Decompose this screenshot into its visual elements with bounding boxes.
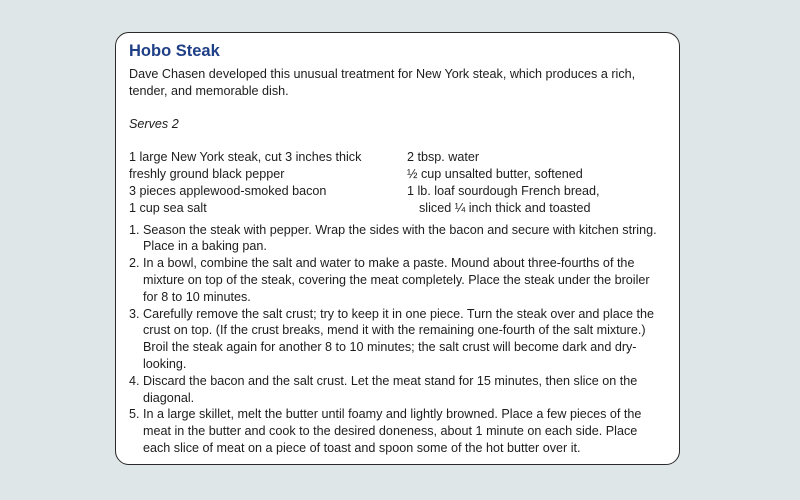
step-number: 2. — [129, 256, 140, 271]
instruction-step — [129, 222, 665, 256]
ingredient-item: 1 large New York steak, cut 3 inches thick — [129, 150, 362, 165]
instructions-list — [129, 222, 665, 457]
step-number: 5. — [129, 407, 140, 422]
ingredient-item: 3 pieces applewood-smoked bacon — [129, 183, 327, 198]
step-text: Carefully remove the salt crust; try to keep it in one piece. Turn the steak over and place the crust on top. (If the crust breaks, mend it with the remaining one-fourth of the salt mixture.) Broil the steak again for another 8 to 10 minutes; the salt crust will become dark and dry-looking. — [143, 306, 655, 371]
step-text: In a large skillet, melt the butter until foamy and lightly browned. Place a few pieces of the meat in the butter and cook to the desired doneness, about 1 minute on each side. Place each slice of meat on a piece of toast and spoon some of the hot butter over it. — [143, 407, 642, 455]
ingredient-item: 2 tbsp. water — [407, 150, 480, 165]
recipe-serves: Serves 2 — [129, 116, 179, 131]
step-text: Discard the bacon and the salt crust. Let the meat stand for 15 minutes, then slice on the diagonal. — [143, 373, 638, 405]
step-text: In a bowl, combine the salt and water to make a paste. Mound about three-fourths of the mixture on top of the steak, covering the meat completely. Place the steak under the broiler for 8 to 10 minutes. — [143, 256, 650, 304]
instruction-step — [129, 255, 665, 305]
ingredients-column-right — [407, 149, 665, 216]
recipe-card — [115, 32, 680, 465]
instruction-step — [129, 373, 665, 407]
ingredient-item: 1 lb. loaf sourdough French bread, — [407, 183, 600, 198]
ingredient-item: 1 cup sea salt — [129, 200, 207, 215]
ingredient-item: sliced ¼ inch thick and toasted — [419, 200, 591, 215]
step-number: 1. — [129, 222, 140, 237]
step-number: 4. — [129, 373, 140, 388]
step-text: Season the steak with pepper. Wrap the sides with the bacon and secure with kitchen string. Place in a baking pan. — [143, 222, 657, 254]
instruction-step — [129, 306, 665, 373]
ingredient-item: freshly ground black pepper — [129, 167, 285, 182]
ingredients-list — [129, 149, 665, 216]
step-number: 3. — [129, 306, 140, 321]
ingredients-column-left — [129, 149, 407, 216]
recipe-title: Hobo Steak — [129, 42, 220, 60]
ingredient-item: ½ cup unsalted butter, softened — [407, 167, 583, 182]
instruction-step — [129, 406, 665, 456]
recipe-intro: Dave Chasen developed this unusual treatment for New York steak, which produces a rich, tender, and memorable dish. — [129, 67, 636, 98]
